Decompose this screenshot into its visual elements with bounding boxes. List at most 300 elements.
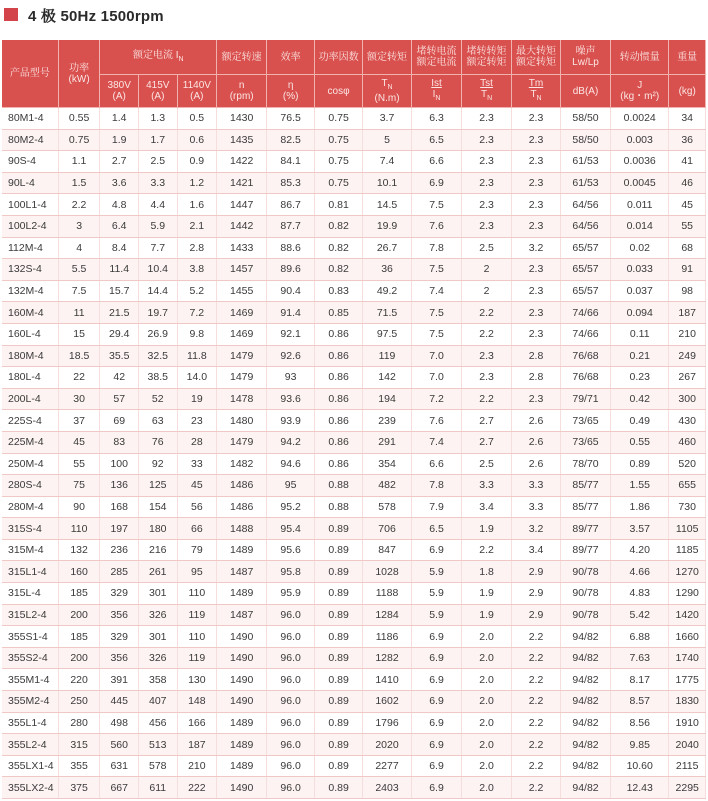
table-cell: 2.3: [512, 388, 561, 410]
table-cell: 356: [100, 647, 139, 669]
table-cell: 11.8: [177, 345, 217, 367]
table-row: [2, 626, 706, 648]
table-cell: 90: [58, 496, 100, 518]
table-cell: 2115: [669, 755, 706, 777]
table-cell: 0.88: [315, 496, 363, 518]
table-cell: 7.5: [412, 323, 462, 345]
table-cell: 1284: [363, 604, 412, 626]
table-cell: 220: [58, 669, 100, 691]
table-cell: 216: [139, 539, 178, 561]
table-cell: 4.20: [611, 539, 669, 561]
table-cell: 0.82: [315, 237, 363, 259]
table-cell: 92.6: [267, 345, 315, 367]
table-cell: 329: [100, 583, 139, 605]
table-cell: 0.11: [611, 323, 669, 345]
model-cell: 90L-4: [2, 172, 58, 194]
table-cell: 3: [58, 215, 100, 237]
table-row: [2, 108, 706, 130]
table-cell: 7.8: [412, 475, 462, 497]
table-cell: 1421: [217, 172, 267, 194]
table-cell: 3.3: [462, 475, 512, 497]
table-cell: 38.5: [139, 367, 178, 389]
table-cell: 10.1: [363, 172, 412, 194]
table-cell: 94/82: [561, 755, 611, 777]
table-cell: 4.8: [100, 194, 139, 216]
table-cell: 187: [669, 302, 706, 324]
table-cell: 1490: [217, 691, 267, 713]
table-cell: 0.89: [315, 604, 363, 626]
table-cell: 58/50: [561, 108, 611, 130]
table-row: [2, 561, 706, 583]
table-cell: 78/70: [561, 453, 611, 475]
table-cell: 1.9: [462, 518, 512, 540]
table-cell: 7.63: [611, 647, 669, 669]
table-row: [2, 280, 706, 302]
table-cell: 0.55: [58, 108, 100, 130]
table-cell: 45: [177, 475, 217, 497]
table-cell: 2.3: [512, 280, 561, 302]
table-cell: 267: [669, 367, 706, 389]
table-cell: 2.3: [512, 259, 561, 281]
table-cell: 2.2: [512, 669, 561, 691]
table-cell: 2.7: [100, 151, 139, 173]
table-cell: 2.2: [512, 626, 561, 648]
table-cell: 2.8: [512, 345, 561, 367]
table-cell: 2.3: [512, 172, 561, 194]
table-cell: 0.02: [611, 237, 669, 259]
col-lr-torque: 堵转转矩 额定转矩: [462, 40, 512, 75]
table-cell: 2.2: [462, 323, 512, 345]
table-cell: 1479: [217, 431, 267, 453]
col-lr-torque-ratio: Tst $T_N$: [462, 75, 512, 108]
table-cell: 1.9: [462, 583, 512, 605]
table-cell: 1.55: [611, 475, 669, 497]
table-cell: 68: [669, 237, 706, 259]
table-cell: 261: [139, 561, 178, 583]
table-cell: 130: [177, 669, 217, 691]
table-cell: 655: [669, 475, 706, 497]
table-cell: 185: [58, 583, 100, 605]
table-cell: 7.0: [412, 345, 462, 367]
table-cell: 3.3: [139, 172, 178, 194]
table-cell: 69: [100, 410, 139, 432]
table-cell: 2.2: [512, 691, 561, 713]
table-cell: 2.0: [462, 755, 512, 777]
table-cell: 2403: [363, 777, 412, 799]
table-cell: 3.2: [512, 237, 561, 259]
table-cell: 10.60: [611, 755, 669, 777]
table-cell: 0.83: [315, 280, 363, 302]
table-cell: 0.014: [611, 215, 669, 237]
table-cell: 94/82: [561, 669, 611, 691]
table-cell: 2.3: [462, 172, 512, 194]
table-cell: 26.9: [139, 323, 178, 345]
col-lr-current-ratio: Ist $I_N$: [412, 75, 462, 108]
table-cell: 19: [177, 388, 217, 410]
table-cell: 119: [177, 647, 217, 669]
table-cell: 95.6: [267, 539, 315, 561]
model-cell: 225S-4: [2, 410, 58, 432]
table-cell: 36: [363, 259, 412, 281]
table-cell: 6.9: [412, 669, 462, 691]
col-eff: 效率: [267, 40, 315, 75]
table-cell: 2.2: [512, 755, 561, 777]
table-cell: 2.5: [139, 151, 178, 173]
table-row: [2, 712, 706, 734]
table-cell: 7.0: [412, 367, 462, 389]
table-cell: 90/78: [561, 604, 611, 626]
table-cell: 1490: [217, 777, 267, 799]
col-max-torque: 最大转矩 额定转矩: [512, 40, 561, 75]
table-row: [2, 734, 706, 756]
table-cell: 0.86: [315, 453, 363, 475]
table-cell: 0.88: [315, 475, 363, 497]
table-cell: 2.2: [462, 388, 512, 410]
table-cell: 0.86: [315, 323, 363, 345]
table-cell: 0.75: [315, 172, 363, 194]
table-row: [2, 172, 706, 194]
table-cell: 2.3: [462, 108, 512, 130]
table-cell: 22: [58, 367, 100, 389]
model-cell: 225M-4: [2, 431, 58, 453]
table-cell: 3.2: [512, 518, 561, 540]
table-cell: 55: [669, 215, 706, 237]
table-cell: 83: [100, 431, 139, 453]
table-cell: 2.9: [512, 561, 561, 583]
table-cell: 4.4: [139, 194, 178, 216]
table-cell: 26.7: [363, 237, 412, 259]
table-cell: 148: [177, 691, 217, 713]
table-cell: 8.17: [611, 669, 669, 691]
table-cell: 1479: [217, 345, 267, 367]
model-cell: 100L1-4: [2, 194, 58, 216]
table-cell: 61/53: [561, 172, 611, 194]
table-row: [2, 647, 706, 669]
table-cell: 5.42: [611, 604, 669, 626]
table-cell: 0.86: [315, 410, 363, 432]
table-cell: 2.0: [462, 647, 512, 669]
table-cell: 79/71: [561, 388, 611, 410]
col-pf-unit: cosφ: [315, 75, 363, 108]
table-row: [2, 691, 706, 713]
table-cell: 3.3: [512, 496, 561, 518]
table-cell: 3.6: [100, 172, 139, 194]
table-row: [2, 453, 706, 475]
table-cell: 706: [363, 518, 412, 540]
table-cell: 0.82: [315, 259, 363, 281]
table-cell: 3.7: [363, 108, 412, 130]
table-cell: 2.7: [462, 431, 512, 453]
table-cell: 6.5: [412, 129, 462, 151]
table-cell: 142: [363, 367, 412, 389]
table-cell: 95.2: [267, 496, 315, 518]
table-cell: 6.9: [412, 539, 462, 561]
table-cell: 4.83: [611, 583, 669, 605]
table-cell: 430: [669, 410, 706, 432]
table-cell: 30: [58, 388, 100, 410]
col-power: 功率 (kW): [58, 40, 100, 108]
col-pf: 功率因数: [315, 40, 363, 75]
table-cell: 89/77: [561, 518, 611, 540]
model-cell: 90S-4: [2, 151, 58, 173]
table-cell: 180: [139, 518, 178, 540]
table-cell: 92.1: [267, 323, 315, 345]
table-row: [2, 604, 706, 626]
table-cell: 0.75: [315, 151, 363, 173]
table-cell: 2.3: [462, 194, 512, 216]
table-cell: 1480: [217, 410, 267, 432]
table-cell: 96.0: [267, 712, 315, 734]
table-cell: 0.82: [315, 215, 363, 237]
spec-body: [2, 108, 706, 799]
table-cell: 7.5: [412, 259, 462, 281]
table-cell: 5.9: [412, 583, 462, 605]
table-cell: 19.7: [139, 302, 178, 324]
table-cell: 578: [363, 496, 412, 518]
table-cell: 0.89: [315, 647, 363, 669]
table-cell: 154: [139, 496, 178, 518]
table-cell: 2040: [669, 734, 706, 756]
model-cell: 200L-4: [2, 388, 58, 410]
table-cell: 94/82: [561, 712, 611, 734]
table-cell: 482: [363, 475, 412, 497]
table-cell: 1486: [217, 496, 267, 518]
table-cell: 6.4: [100, 215, 139, 237]
table-cell: 285: [100, 561, 139, 583]
col-lr-current: 堵转电流 额定电流: [412, 40, 462, 75]
motor-spec-table: [2, 40, 706, 799]
table-cell: 33: [177, 453, 217, 475]
table-cell: 194: [363, 388, 412, 410]
table-cell: 1775: [669, 669, 706, 691]
table-cell: 1.1: [58, 151, 100, 173]
table-cell: 1188: [363, 583, 412, 605]
table-cell: 2.3: [512, 151, 561, 173]
table-cell: 14.5: [363, 194, 412, 216]
title-bar: [0, 0, 708, 28]
table-cell: 6.9: [412, 172, 462, 194]
table-cell: 7.5: [412, 194, 462, 216]
table-cell: 100: [100, 453, 139, 475]
table-cell: 0.86: [315, 345, 363, 367]
table-cell: 1.9: [100, 129, 139, 151]
table-cell: 1410: [363, 669, 412, 691]
table-cell: 730: [669, 496, 706, 518]
table-cell: 96.0: [267, 626, 315, 648]
table-cell: 6.9: [412, 734, 462, 756]
table-cell: 2.2: [512, 647, 561, 669]
table-row: [2, 367, 706, 389]
table-row: [2, 194, 706, 216]
table-cell: 2.5: [462, 237, 512, 259]
table-cell: 57: [100, 388, 139, 410]
model-cell: 355L1-4: [2, 712, 58, 734]
col-max-torque-ratio: Tm $T_N$: [512, 75, 561, 108]
table-cell: 76.5: [267, 108, 315, 130]
table-cell: 301: [139, 583, 178, 605]
table-cell: 6.6: [412, 151, 462, 173]
table-cell: 0.89: [315, 712, 363, 734]
table-cell: 7.6: [412, 215, 462, 237]
table-cell: 498: [100, 712, 139, 734]
table-cell: 95: [177, 561, 217, 583]
table-cell: 96.0: [267, 691, 315, 713]
table-cell: 45: [669, 194, 706, 216]
table-row: [2, 669, 706, 691]
table-cell: 210: [177, 755, 217, 777]
table-cell: 76/68: [561, 345, 611, 367]
table-row: [2, 151, 706, 173]
table-cell: 0.003: [611, 129, 669, 151]
col-inertia: 转动惯量: [611, 40, 669, 75]
table-cell: 94/82: [561, 691, 611, 713]
table-cell: 7.4: [412, 431, 462, 453]
table-cell: 356: [100, 604, 139, 626]
table-cell: 0.89: [315, 734, 363, 756]
table-cell: 98: [669, 280, 706, 302]
col-speed: 额定转速: [217, 40, 267, 75]
table-cell: 2.3: [512, 302, 561, 324]
model-cell: 160L-4: [2, 323, 58, 345]
col-weight: 重量: [669, 40, 706, 75]
table-cell: 1.8: [462, 561, 512, 583]
table-cell: 36: [669, 129, 706, 151]
table-cell: 0.86: [315, 431, 363, 453]
table-cell: 87.7: [267, 215, 315, 237]
table-cell: 5.2: [177, 280, 217, 302]
table-cell: 82.5: [267, 129, 315, 151]
table-cell: 301: [139, 626, 178, 648]
table-cell: 0.0036: [611, 151, 669, 173]
table-cell: 1487: [217, 604, 267, 626]
table-cell: 2.2: [462, 302, 512, 324]
table-cell: 1489: [217, 583, 267, 605]
table-cell: 0.23: [611, 367, 669, 389]
table-cell: 0.6: [177, 129, 217, 151]
table-cell: 125: [139, 475, 178, 497]
title-marker: [4, 8, 18, 21]
table-cell: 9.85: [611, 734, 669, 756]
table-cell: 7.5: [412, 302, 462, 324]
table-cell: 21.5: [100, 302, 139, 324]
model-cell: 355S2-4: [2, 647, 58, 669]
table-cell: 119: [177, 604, 217, 626]
col-eff-unit: η (%): [267, 75, 315, 108]
model-cell: 280S-4: [2, 475, 58, 497]
table-cell: 94/82: [561, 626, 611, 648]
table-cell: 10.4: [139, 259, 178, 281]
table-cell: 0.89: [315, 626, 363, 648]
table-cell: 0.033: [611, 259, 669, 281]
table-cell: 1.4: [100, 108, 139, 130]
table-cell: 5: [363, 129, 412, 151]
table-cell: 0.75: [58, 129, 100, 151]
table-cell: 73/65: [561, 431, 611, 453]
table-cell: 3.57: [611, 518, 669, 540]
table-cell: 1422: [217, 151, 267, 173]
table-cell: 1490: [217, 647, 267, 669]
table-cell: 2.0: [462, 777, 512, 799]
model-cell: 355M1-4: [2, 669, 58, 691]
col-inertia-unit: J (kg・m²): [611, 75, 669, 108]
col-1140v: 1140V (A): [177, 75, 217, 108]
table-cell: 0.89: [315, 539, 363, 561]
table-cell: 1.7: [139, 129, 178, 151]
table-cell: 49.2: [363, 280, 412, 302]
table-cell: 14.0: [177, 367, 217, 389]
table-cell: 0.86: [315, 367, 363, 389]
table-cell: 280: [58, 712, 100, 734]
table-cell: 2.8: [512, 367, 561, 389]
table-cell: 1028: [363, 561, 412, 583]
model-cell: 80M1-4: [2, 108, 58, 130]
table-cell: 1.2: [177, 172, 217, 194]
table-cell: 2.2: [462, 539, 512, 561]
table-row: [2, 237, 706, 259]
table-cell: 0.86: [315, 388, 363, 410]
table-cell: 375: [58, 777, 100, 799]
table-cell: 65/57: [561, 259, 611, 281]
table-cell: 96.0: [267, 604, 315, 626]
table-row: [2, 496, 706, 518]
col-speed-unit: n (rpm): [217, 75, 267, 108]
table-cell: 7.7: [139, 237, 178, 259]
table-cell: 94/82: [561, 647, 611, 669]
table-cell: 93.9: [267, 410, 315, 432]
table-cell: 41: [669, 151, 706, 173]
header-row-2: [2, 75, 706, 108]
header-row-1: [2, 40, 706, 75]
table-cell: 94.6: [267, 453, 315, 475]
table-cell: 132: [58, 539, 100, 561]
table-cell: 75: [58, 475, 100, 497]
table-cell: 6.88: [611, 626, 669, 648]
table-cell: 2.0: [462, 626, 512, 648]
table-cell: 0.9: [177, 151, 217, 173]
col-torque-unit: $T_N$ (N.m): [363, 75, 412, 108]
table-cell: 0.89: [315, 518, 363, 540]
model-cell: 100L2-4: [2, 215, 58, 237]
table-cell: 300: [669, 388, 706, 410]
table-cell: 445: [100, 691, 139, 713]
table-cell: 329: [100, 626, 139, 648]
table-cell: 76/68: [561, 367, 611, 389]
table-cell: 2295: [669, 777, 706, 799]
table-cell: 94.2: [267, 431, 315, 453]
table-cell: 45: [58, 431, 100, 453]
table-cell: 74/66: [561, 323, 611, 345]
table-cell: 96.0: [267, 669, 315, 691]
table-cell: 94/82: [561, 734, 611, 756]
table-cell: 110: [177, 583, 217, 605]
table-row: [2, 388, 706, 410]
table-cell: 86.7: [267, 194, 315, 216]
table-cell: 0.89: [315, 691, 363, 713]
model-cell: 180L-4: [2, 367, 58, 389]
col-noise: 噪声 Lw/Lp: [561, 40, 611, 75]
table-cell: 94/82: [561, 777, 611, 799]
table-cell: 11.4: [100, 259, 139, 281]
table-cell: 7.8: [412, 237, 462, 259]
table-cell: 5.9: [412, 561, 462, 583]
model-cell: 112M-4: [2, 237, 58, 259]
table-cell: 0.5: [177, 108, 217, 130]
col-model: 产品型号: [2, 40, 58, 108]
model-cell: 315L-4: [2, 583, 58, 605]
table-cell: 2.7: [462, 410, 512, 432]
table-cell: 56: [177, 496, 217, 518]
table-cell: 1830: [669, 691, 706, 713]
